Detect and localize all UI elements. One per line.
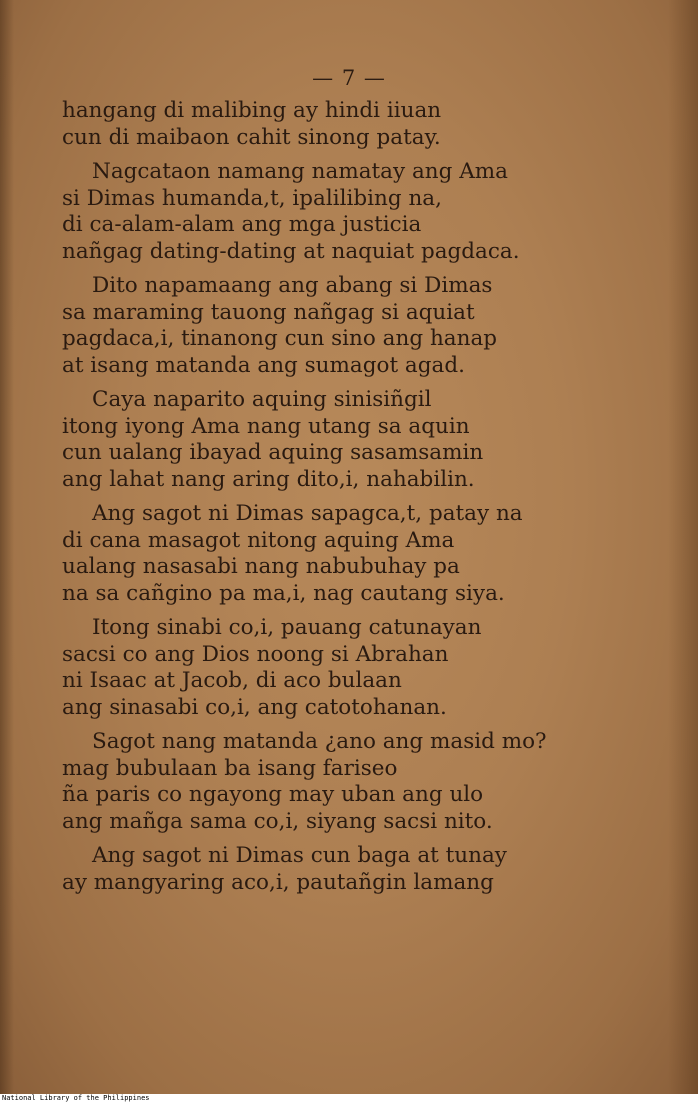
text-line: di ca-alam-alam ang mga justicia (62, 212, 422, 237)
library-credit: National Library of the Philippines (2, 1094, 150, 1102)
text-line: at isang matanda ang sumagot agad. (62, 352, 465, 378)
text-line: hangang di malibing ay hindi iiuan (62, 98, 442, 123)
text-line: ang sinasabi co,i, ang catotohanan. (62, 694, 447, 720)
text-line: na sa cañgino pa ma,i, nag cautang siya. (62, 580, 505, 606)
stanza (62, 98, 662, 151)
stanza (62, 729, 662, 835)
stanza (62, 273, 662, 379)
text-line: pagdaca,i, tinanong cun sino ang hanap (62, 326, 498, 351)
text-line: Sagot nang matanda ¿ano ang masid mo? (92, 729, 547, 754)
text-line: mag bubulaan ba isang fariseo (62, 755, 398, 781)
text-line: ay mangyaring aco,i, pautañgin lamang (62, 869, 494, 895)
text-line: cun ualang ibayad aquing sasamsamin (62, 440, 484, 465)
text-line: Dito napamaang ang abang si Dimas (92, 273, 493, 298)
text-line: ña paris co ngayong may uban ang ulo (62, 782, 484, 807)
stanza (62, 501, 662, 607)
stanza (62, 615, 662, 721)
text-line: si Dimas humanda,t, ipalilibing na, (62, 185, 442, 211)
text-line: itong iyong Ama nang utang sa aquin (62, 413, 470, 439)
text-line: sacsi co ang Dios noong si Abrahan (62, 641, 449, 667)
text-line: sa maraming tauong nañgag si aquiat (62, 299, 475, 325)
page-left-edge-shadow (0, 0, 14, 1094)
text-line: di cana masagot nitong aquing Ama (62, 527, 455, 553)
stanza (62, 843, 662, 896)
page-number: — 7 — (312, 66, 386, 90)
poem-text (62, 98, 662, 904)
text-line: Ang sagot ni Dimas sapagca,t, patay na (92, 501, 523, 526)
text-line: ang lahat nang aring dito,i, nahabilin. (62, 466, 475, 492)
text-line: ualang nasasabi nang nabubuhay pa (62, 554, 460, 579)
text-line: nañgag dating-dating at naquiat pagdaca. (62, 238, 520, 264)
text-line: cun di maibaon cahit sinong patay. (62, 124, 441, 150)
text-line: Nagcataon namang namatay ang Ama (92, 159, 508, 184)
text-line: ni Isaac at Jacob, di aco bulaan (62, 668, 402, 693)
stanza (62, 387, 662, 493)
stanza (62, 159, 662, 265)
text-line: Ang sagot ni Dimas cun baga at tunay (92, 843, 507, 868)
text-line: ang mañga sama co,i, siyang sacsi nito. (62, 808, 493, 834)
text-line: Caya naparito aquing sinisiñgil (92, 387, 432, 412)
text-line: Itong sinabi co,i, pauang catunayan (92, 615, 482, 640)
page-right-edge-shadow (668, 0, 698, 1094)
